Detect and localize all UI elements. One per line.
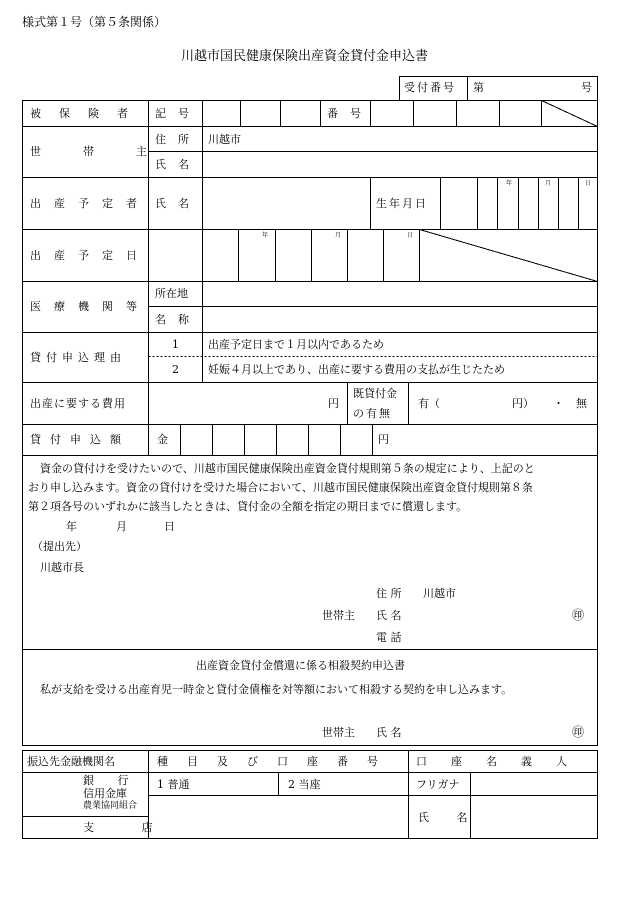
decl-seal-icon: ㊞	[572, 608, 585, 622]
cost-label: 出産に要する費用	[30, 397, 126, 410]
due-month: 月	[335, 232, 342, 239]
prior-no: 無	[576, 397, 587, 410]
offset-head-label: 世帯主	[322, 726, 355, 739]
reason-2-text: 妊娠４月以上であり、出産に要する費用の支払が生じたため	[208, 363, 505, 376]
declaration-day: 日	[164, 520, 175, 533]
cost-unit: 円	[328, 397, 339, 410]
due-day: 日	[407, 232, 414, 239]
declaration-line-2: おり申し込みます。資金の貸付けを受けた場合において、川越市国民健康保険出産資金貸付規則第８条	[28, 481, 533, 494]
form-number: 様式第１号（第５条関係）	[22, 15, 167, 29]
receipt-suffix: 号	[581, 81, 592, 94]
decl-address-value: 川越市	[423, 587, 456, 600]
account-type-1: 1 普通	[157, 778, 190, 791]
bank-account-label: 種目及び口座番号	[157, 755, 397, 768]
bank-type-credit: 信用金庫	[83, 787, 127, 800]
mayor: 川越市長	[40, 561, 84, 574]
due-year: 年	[262, 232, 269, 239]
offset-title: 出産資金貸付金償還に係る相殺契約申込書	[196, 659, 405, 672]
declaration-line-3: 第２項各号のいずれかに該当したときは、貸付金の全額を指定の期日までに償還します。	[28, 500, 468, 513]
expectant-label: 出産予定者	[30, 197, 150, 210]
prior-sep: ・	[553, 397, 564, 410]
prior-unit: 円）	[512, 397, 534, 410]
amount-label: 貸付申込額	[30, 433, 130, 446]
prior-yes: 有（	[418, 397, 440, 410]
bank-institution-label: 振込先金融機関名	[27, 755, 115, 768]
offset-seal-icon: ㊞	[572, 725, 585, 739]
offset-text: 私が支給を受ける出産育児一時金と貸付金債権を対等額において相殺する契約を申し込みます。	[40, 683, 513, 696]
declaration-month: 月	[116, 520, 127, 533]
amount-unit: 円	[378, 433, 389, 446]
medical-label: 医療機関等	[30, 300, 150, 313]
bank-type-agri: 農業協同組合	[83, 801, 138, 811]
reason-label: 貸付申込理由	[30, 351, 126, 364]
decl-tel-label: 電 話	[376, 631, 402, 644]
bank-type-bank: 銀 行	[83, 774, 139, 787]
offset-name-label: 氏 名	[376, 726, 402, 739]
household-name-label: 氏名	[155, 158, 201, 171]
page-title: 川越市国民健康保険出産資金貸付金申込書	[181, 49, 429, 64]
decl-head-label: 世帯主	[322, 609, 355, 622]
medical-name-label: 名称	[155, 313, 201, 326]
insured-bango-label: 番号	[327, 107, 373, 120]
expectant-dob-label: 生年月日	[376, 197, 428, 210]
due-date-label: 出産予定日	[30, 249, 150, 262]
declaration-year: 年	[66, 520, 77, 533]
receipt-prefix: 第	[473, 81, 484, 94]
holder-name-label: 氏 名	[418, 811, 480, 824]
expectant-year: 年	[506, 180, 513, 187]
prior-loan-label-2: の有無	[353, 407, 392, 420]
amount-prefix: 金	[157, 433, 168, 446]
household-label: 世帯主	[30, 145, 189, 158]
bank-holder-label: 口座名義人	[416, 755, 591, 768]
bank-branch: 支 店	[83, 821, 175, 834]
medical-location-label: 所在地	[155, 287, 188, 300]
account-type-2: 2 当座	[288, 778, 321, 791]
furigana-label: フリガナ	[416, 778, 460, 791]
decl-address-label: 住 所	[376, 587, 402, 600]
receipt-label: 受付番号	[404, 81, 456, 94]
insured-kigo-label: 記号	[155, 107, 201, 120]
household-address-label: 住所	[155, 133, 201, 146]
submit-to: （提出先）	[32, 540, 87, 553]
expectant-month: 月	[545, 180, 552, 187]
reason-1-no: 1	[172, 338, 179, 351]
insured-label: 被保険者	[30, 107, 146, 120]
reason-2-no: 2	[172, 363, 179, 376]
expectant-day: 日	[585, 180, 592, 187]
prior-loan-label-1: 既貸付金	[353, 387, 397, 400]
declaration-line-1: 資金の貸付けを受けたいので、川越市国民健康保険出産資金貸付規則第５条の規定により、上記のと	[40, 462, 535, 475]
household-address-value: 川越市	[208, 133, 241, 146]
expectant-name-label: 氏名	[155, 197, 201, 210]
reason-1-text: 出産予定日まで１月以内であるため	[208, 338, 384, 351]
decl-name-label: 氏 名	[376, 609, 402, 622]
